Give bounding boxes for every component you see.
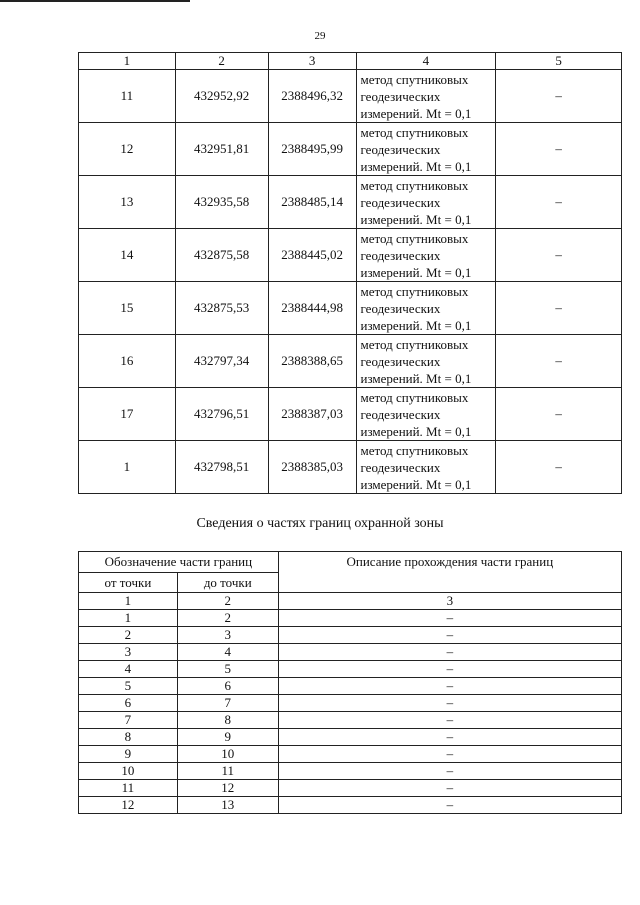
point-number: 1 [79, 441, 176, 494]
method-description: метод спутниковых геодезических измерений. Mt = 0,1 [356, 123, 496, 176]
from-point: 6 [79, 695, 178, 712]
table-row [79, 229, 622, 282]
to-point: 7 [177, 695, 278, 712]
coordinate-y: 2388387,03 [268, 388, 356, 441]
coordinates-table [78, 52, 622, 494]
note-cell: – [496, 441, 622, 494]
coordinate-y: 2388496,32 [268, 70, 356, 123]
boundary-description: – [278, 610, 621, 627]
from-point: 12 [79, 797, 178, 814]
to-point: 11 [177, 763, 278, 780]
boundary-description: – [278, 797, 621, 814]
point-number: 13 [79, 176, 176, 229]
column-number: 1 [79, 593, 178, 610]
coordinate-x: 432797,34 [175, 335, 268, 388]
method-description: метод спутниковых геодезических измерений. Mt = 0,1 [356, 229, 496, 282]
method-description: метод спутниковых геодезических измерений. Mt = 0,1 [356, 335, 496, 388]
coordinate-y: 2388388,65 [268, 335, 356, 388]
to-point: 9 [177, 729, 278, 746]
from-point: 1 [79, 610, 178, 627]
from-point: 10 [79, 763, 178, 780]
coordinate-x: 432875,53 [175, 282, 268, 335]
table-row [79, 746, 622, 763]
to-point: 4 [177, 644, 278, 661]
table-row [79, 282, 622, 335]
column-header: 2 [175, 53, 268, 70]
note-cell: – [496, 70, 622, 123]
point-number: 14 [79, 229, 176, 282]
parts-numbering-row [79, 593, 622, 610]
from-point: 3 [79, 644, 178, 661]
boundary-description: – [278, 678, 621, 695]
coordinate-y: 2388485,14 [268, 176, 356, 229]
note-cell: – [496, 123, 622, 176]
column-header: 4 [356, 53, 496, 70]
table-row [79, 388, 622, 441]
table-row [79, 729, 622, 746]
header-to-point: до точки [177, 573, 278, 593]
page-number: 29 [314, 30, 326, 42]
from-point: 5 [79, 678, 178, 695]
coordinate-y: 2388385,03 [268, 441, 356, 494]
table-row [79, 335, 622, 388]
from-point: 2 [79, 627, 178, 644]
table-row [79, 123, 622, 176]
method-description: метод спутниковых геодезических измерений. Mt = 0,1 [356, 282, 496, 335]
header-designation: Обозначение части границ [79, 552, 279, 573]
to-point: 10 [177, 746, 278, 763]
table-row [79, 176, 622, 229]
from-point: 9 [79, 746, 178, 763]
table-row [79, 678, 622, 695]
point-number: 17 [79, 388, 176, 441]
table-row [79, 627, 622, 644]
from-point: 7 [79, 712, 178, 729]
boundary-description: – [278, 661, 621, 678]
to-point: 3 [177, 627, 278, 644]
coordinates-table-body [79, 53, 622, 494]
from-point: 11 [79, 780, 178, 797]
boundary-description: – [278, 729, 621, 746]
table-row [79, 763, 622, 780]
to-point: 12 [177, 780, 278, 797]
table-row [79, 695, 622, 712]
boundary-parts-table [78, 551, 622, 814]
parts-header-row [79, 552, 622, 573]
section-title: Сведения о частях границ охранной зоны [196, 516, 444, 531]
boundary-description: – [278, 644, 621, 661]
note-cell: – [496, 335, 622, 388]
method-description: метод спутниковых геодезических измерений. Mt = 0,1 [356, 388, 496, 441]
method-description: метод спутниковых геодезических измерений. Mt = 0,1 [356, 176, 496, 229]
boundary-parts-table-body [79, 552, 622, 814]
point-number: 16 [79, 335, 176, 388]
column-header: 1 [79, 53, 176, 70]
from-point: 8 [79, 729, 178, 746]
method-description: метод спутниковых геодезических измерений. Mt = 0,1 [356, 70, 496, 123]
to-point: 8 [177, 712, 278, 729]
coordinate-x: 432952,92 [175, 70, 268, 123]
point-number: 15 [79, 282, 176, 335]
from-point: 4 [79, 661, 178, 678]
coordinate-y: 2388445,02 [268, 229, 356, 282]
top-rule [0, 0, 190, 2]
boundary-description: – [278, 746, 621, 763]
boundary-description: – [278, 695, 621, 712]
table-row [79, 70, 622, 123]
coordinate-x: 432935,58 [175, 176, 268, 229]
point-number: 11 [79, 70, 176, 123]
table-row [79, 712, 622, 729]
note-cell: – [496, 388, 622, 441]
coordinate-y: 2388444,98 [268, 282, 356, 335]
column-number: 3 [278, 593, 621, 610]
column-header: 5 [496, 53, 622, 70]
to-point: 13 [177, 797, 278, 814]
boundary-description: – [278, 763, 621, 780]
method-description: метод спутниковых геодезических измерений. Mt = 0,1 [356, 441, 496, 494]
boundary-description: – [278, 712, 621, 729]
coordinates-header-row [79, 53, 622, 70]
coordinate-x: 432951,81 [175, 123, 268, 176]
to-point: 5 [177, 661, 278, 678]
coordinate-y: 2388495,99 [268, 123, 356, 176]
header-description: Описание прохождения части границ [278, 552, 621, 593]
coordinate-x: 432798,51 [175, 441, 268, 494]
note-cell: – [496, 229, 622, 282]
to-point: 2 [177, 610, 278, 627]
table-row [79, 661, 622, 678]
note-cell: – [496, 176, 622, 229]
boundary-description: – [278, 627, 621, 644]
header-from-point: от точки [79, 573, 178, 593]
table-row [79, 644, 622, 661]
table-row [79, 610, 622, 627]
note-cell: – [496, 282, 622, 335]
point-number: 12 [79, 123, 176, 176]
boundary-description: – [278, 780, 621, 797]
table-row [79, 780, 622, 797]
table-row [79, 797, 622, 814]
to-point: 6 [177, 678, 278, 695]
column-number: 2 [177, 593, 278, 610]
coordinate-x: 432796,51 [175, 388, 268, 441]
column-header: 3 [268, 53, 356, 70]
table-row [79, 441, 622, 494]
coordinate-x: 432875,58 [175, 229, 268, 282]
